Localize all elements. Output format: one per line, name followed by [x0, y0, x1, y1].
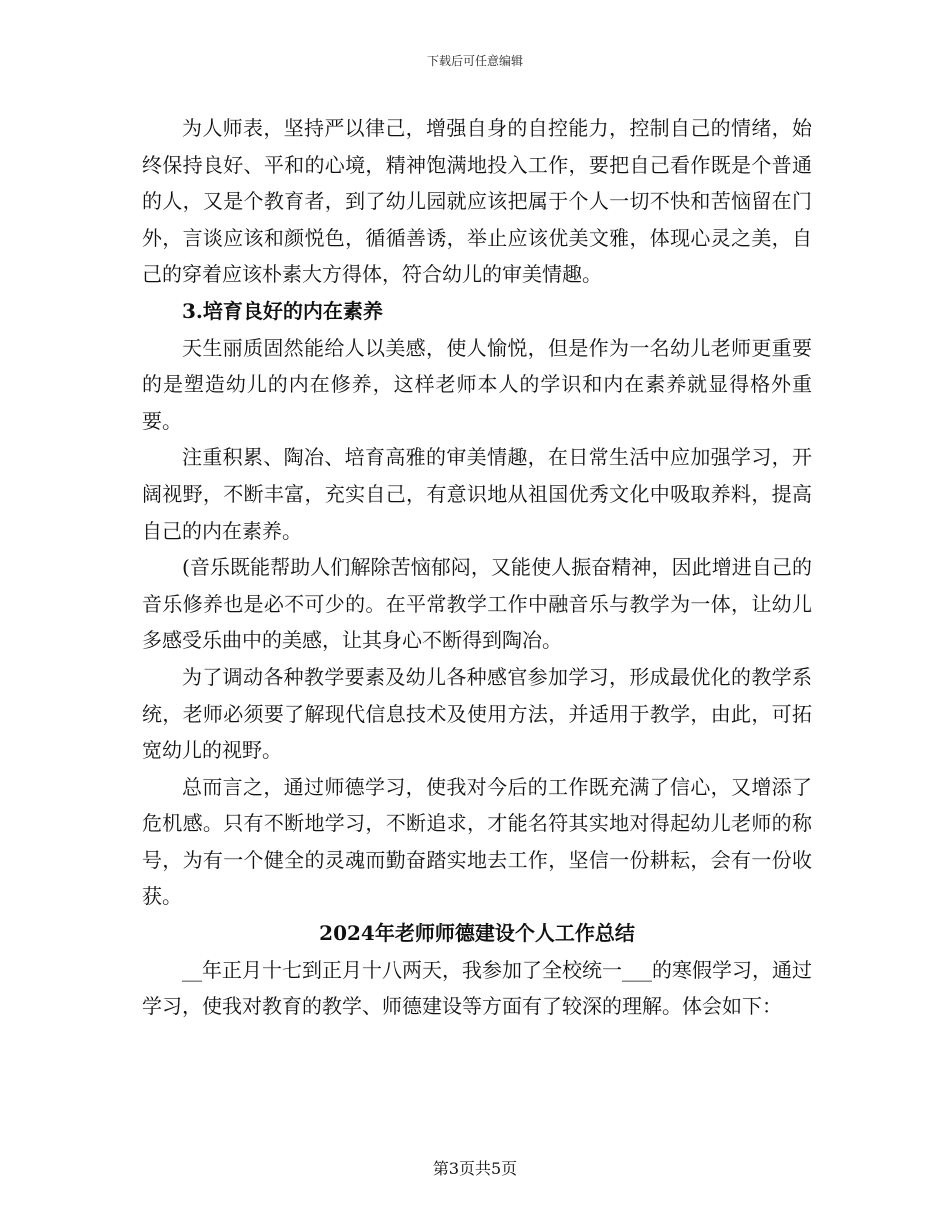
- document-body: [142, 110, 812, 1025]
- paragraph: 注重积累、陶冶、培育高雅的审美情趣，在日常生活中应加强学习，开阔视野，不断丰富，充实自己，有意识地从祖国优秀文化中吸取养料，提高自己的内在素养。: [142, 445, 812, 543]
- section-heading: 3.培育良好的内在素养: [182, 298, 383, 323]
- paragraph: 天生丽质固然能给人以美感，使人愉悦，但是作为一名幼儿老师更重要的是塑造幼儿的内在修养，这样老师本人的学识和内在素养就显得格外重要。: [142, 335, 812, 433]
- page-number: 第3页共5页: [432, 1159, 518, 1178]
- paragraph: __年正月十七到正月十八两天，我参加了全校统一___的寒假学习，通过学习，使我对教育的教学、师德建设等方面有了较深的理解。体会如下：: [142, 957, 812, 1019]
- document-title: 2024年老师师德建设个人工作总结: [319, 921, 635, 946]
- paragraph: 为了调动各种教学要素及幼儿各种感官参加学习，形成最优化的教学系统，老师必须要了解现代信息技术及使用方法，并适用于教学，由此，可拓宽幼儿的视野。: [142, 664, 812, 763]
- header-note: 下载后可任意编辑: [426, 54, 523, 68]
- paragraph: (音乐既能帮助人们解除苦恼郁闷，又能使人振奋精神，因此增进自己的音乐修养也是必不可少的。在平常教学工作中融音乐与教学为一体，让幼儿多感受乐曲中的美感，让其身心不断得到陶冶。: [142, 555, 812, 653]
- paragraph: 为人师表，坚持严以律己，增强自身的自控能力，控制自己的情绪，始终保持良好、平和的心境，精神饱满地投入工作，要把自己看作既是个普通的人，又是个教育者，到了幼儿园就应该把属于个人一切不快和苦恼留在门外，言谈应该和颜悦色，循循善诱，举止应该优美文雅，体现心灵之美，自己的穿着应该朴素大方得体，符合幼儿的审美情趣。: [142, 116, 812, 287]
- paragraph: 总而言之，通过师德学习，使我对今后的工作既充满了信心，又增添了危机感。只有不断地学习，不断追求，才能名符其实地对得起幼儿老师的称号，为有一个健全的灵魂而勤奋踏实地去工作，坚信一份耕耘，会有一份收获。: [142, 774, 812, 909]
